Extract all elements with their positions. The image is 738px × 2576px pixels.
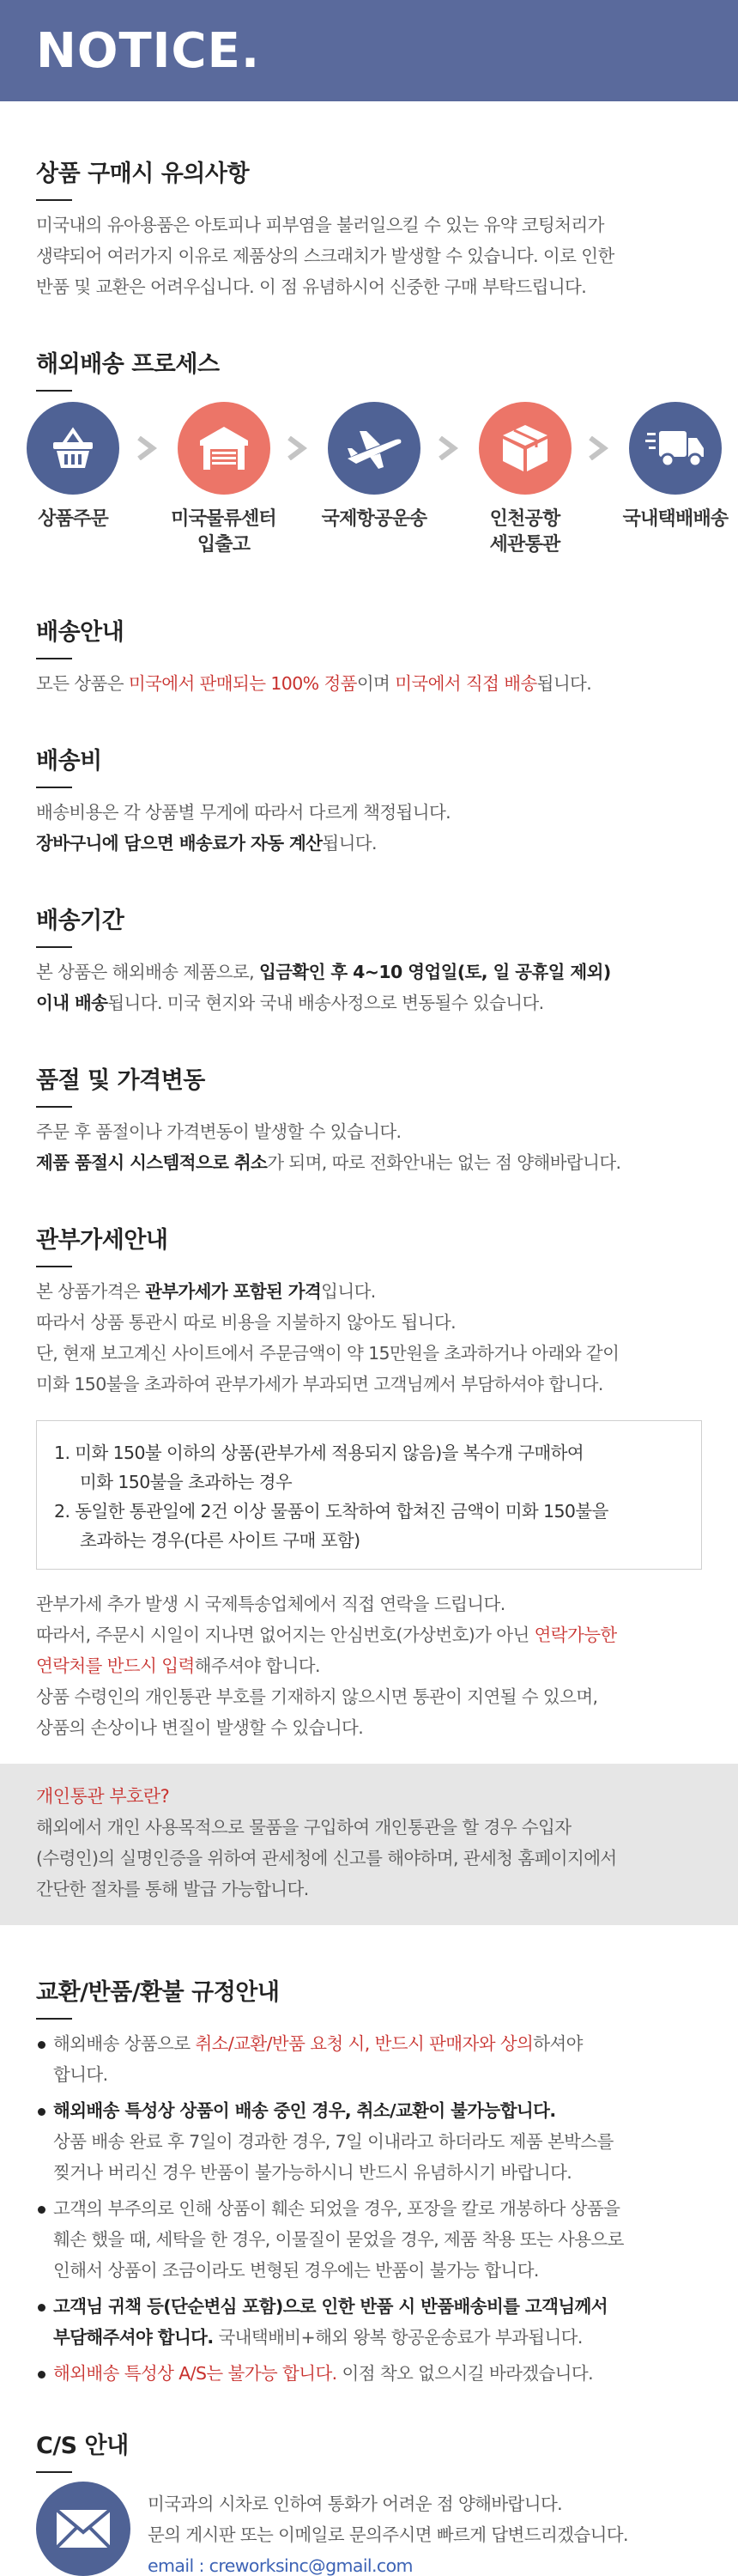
process-step-label: 인천공항 세관통관 — [489, 508, 560, 556]
list-item: 1. 미화 150불 이하의 상품(관부가세 적용되지 않음)을 복수개 구매하여 미화 150불을 초과하는 경우 — [54, 1443, 584, 1492]
title-rule — [36, 1266, 72, 1267]
tax-section — [0, 1178, 738, 1743]
soldout-line: 주문 후 품절이나 가격변동이 발생할 수 있습니다. — [36, 1121, 402, 1142]
refund-list — [36, 2028, 702, 2389]
refund-section — [0, 1925, 738, 2389]
tax-line: 단, 현재 보고계신 사이트에서 주문금액이 약 15만원을 초과하거나 아래와 같이 — [36, 1343, 620, 1364]
list-item: 해외배송 특성상 A/S는 불가능 합니다. 이점 착오 없으시길 바라겠습니다. — [36, 2358, 702, 2389]
tax-title: 관부가세안내 — [36, 1227, 168, 1254]
tax-line: 따라서 상품 통관시 따로 비용을 지불하지 않아도 됩니다. — [36, 1312, 456, 1333]
cs-info — [148, 2482, 628, 2576]
shipping-cost-title: 배송비 — [36, 748, 102, 775]
refund-title: 교환/반품/환불 규정안내 — [36, 1979, 280, 2006]
chevron-right-icon — [437, 402, 463, 558]
tax-after-line: 상품 수령인의 개인통관 부호를 기재하지 않으시면 통관이 지연될 수 있으며, — [36, 1686, 598, 1707]
soldout-title: 품절 및 가격변동 — [36, 1067, 205, 1094]
warehouse-icon — [178, 402, 270, 495]
process-step — [321, 402, 427, 558]
shipping-cost-line: 배송비용은 각 상품별 무게에 따라서 다르게 책정됩니다. — [36, 802, 451, 823]
shipping-cost-section — [0, 699, 738, 859]
tax-after-line: 상품의 손상이나 변질이 발생할 수 있습니다. — [36, 1717, 364, 1738]
process-step — [26, 402, 120, 558]
process-step-label: 국제항공운송 — [321, 508, 427, 530]
chevron-right-icon — [136, 402, 161, 558]
caution-line: 미국내의 유아용품은 아토피나 피부염을 불러일으킬 수 있는 유약 코팅처리가 — [36, 215, 604, 235]
process-step-label: 상품주문 — [38, 508, 108, 530]
header-title: NOTICE. — [36, 22, 261, 79]
delivery-title: 배송안내 — [36, 619, 124, 646]
caution-line: 반품 및 교환은 어려우십니다. 이 점 유념하시어 신중한 구매 부탁드립니다. — [36, 276, 587, 297]
list-item: 고객의 부주의로 인해 상품이 훼손 되었을 경우, 포장을 칼로 개봉하다 상품을 훼손 했을 때, 세탁을 한 경우, 이물질이 묻었을 경우, 제품 착용 또는 사용으로 인해서 상품이 조금이라도 변형된 경우에는 반품이 불가능 합니다. — [36, 2193, 702, 2286]
process-steps — [0, 400, 738, 558]
list-item: 고객님 귀책 등(단순변심 포함)으로 인한 반품 시 반품배송비를 고객님께서 부담해주셔야 합니다. 국내택배비+해외 왕복 항공운송료가 부과됩니다. — [36, 2291, 702, 2353]
tax-after-line: 관부가세 추가 발생 시 국제특송업체에서 직접 연락을 드립니다. — [36, 1594, 505, 1614]
period-line: 본 상품은 해외배송 제품으로, 입금확인 후 4~10 영업일(토, 일 공휴일 제외) — [36, 962, 611, 982]
customs-code-title: 개인통관 부호란? — [36, 1786, 170, 1807]
title-rule — [36, 1106, 72, 1108]
process-title: 해외배송 프로세스 — [36, 351, 220, 378]
list-item: 해외배송 특성상 상품이 배송 중인 경우, 취소/교환이 불가능합니다. 상품 배송 완료 후 7일이 경과한 경우, 7일 이내라고 하더라도 제품 본박스를 찢거나 버리신 경우 반품이 불가능하시니 반드시 유념하시기 바랍니다. — [36, 2095, 702, 2188]
title-rule — [36, 946, 72, 948]
title-rule — [36, 199, 72, 201]
process-step-label: 미국물류센터 입출고 — [171, 508, 276, 556]
header-banner — [0, 0, 738, 101]
customs-code-box — [0, 1764, 738, 1925]
title-rule — [36, 390, 72, 392]
airplane-icon — [328, 402, 420, 495]
customs-code-line: 간단한 절차를 통해 발급 가능합니다. — [36, 1879, 309, 1899]
tax-line: 본 상품가격은 관부가세가 포함된 가격입니다. — [36, 1281, 376, 1302]
process-step — [622, 402, 729, 558]
customs-code-line: 해외에서 개인 사용목적으로 물품을 구입하여 개인통관을 할 경우 수입자 — [36, 1817, 572, 1838]
caution-line: 생략되어 여러가지 이유로 제품상의 스크래치가 발생할 수 있습니다. 이로 인한 — [36, 246, 614, 266]
envelope-icon — [36, 2482, 130, 2576]
delivery-section — [0, 558, 738, 699]
soldout-line: 제품 품절시 시스템적으로 취소가 되며, 따로 전화안내는 없는 점 양해바랍니다. — [36, 1152, 621, 1173]
basket-icon — [27, 402, 119, 495]
soldout-section — [0, 1018, 738, 1178]
package-icon — [479, 402, 572, 495]
cs-line: 문의 게시판 또는 이메일로 문의주시면 빠르게 답변드리겠습니다. — [148, 2524, 628, 2545]
cs-title: C/S 안내 — [36, 2433, 129, 2459]
tax-conditions-list — [54, 1438, 687, 1555]
title-rule — [36, 2471, 72, 2473]
cs-email[interactable]: email : creworksinc@gmail.com — [148, 2555, 413, 2576]
period-line: 이내 배송됩니다. 미국 현지와 국내 배송사정으로 변동될수 있습니다. — [36, 993, 544, 1013]
list-item: 해외배송 상품으로 취소/교환/반품 요청 시, 반드시 판매자와 상의하셔야 합니다. — [36, 2028, 702, 2090]
title-rule — [36, 2018, 72, 2020]
caution-section — [0, 101, 738, 302]
customs-code-line: (수령인)의 실명인증을 위하여 관세청에 신고를 해야하며, 관세청 홈페이지에서 — [36, 1848, 617, 1868]
period-title: 배송기간 — [36, 908, 124, 934]
process-step — [171, 402, 276, 558]
tax-after-line: 연락처를 반드시 입력해주셔야 합니다. — [36, 1656, 320, 1676]
process-step-label: 국내택배배송 — [622, 508, 729, 530]
title-rule — [36, 658, 72, 659]
cs-block — [36, 2482, 702, 2576]
shipping-cost-line: 장바구니에 담으면 배송료가 자동 계산됩니다. — [36, 833, 377, 854]
process-step — [478, 402, 572, 558]
cs-section — [0, 2394, 738, 2576]
truck-icon — [629, 402, 722, 495]
delivery-text: 모든 상품은 미국에서 판매되는 100% 정품이며 미국에서 직접 배송됩니다. — [36, 673, 592, 694]
tax-after-line: 따라서, 주문시 시일이 지나면 없어지는 안심번호(가상번호)가 아닌 연락가능한 — [36, 1625, 617, 1645]
period-section — [0, 859, 738, 1018]
cs-line: 미국과의 시차로 인하여 통화가 어려운 점 양해바랍니다. — [148, 2494, 563, 2514]
tax-line: 미화 150불을 초과하여 관부가세가 부과되면 고객님께서 부담하셔야 합니다. — [36, 1374, 603, 1394]
chevron-right-icon — [587, 402, 613, 558]
process-section — [0, 302, 738, 392]
list-item: 2. 동일한 통관일에 2건 이상 물품이 도착하여 합쳐진 금액이 미화 150불을 초과하는 경우(다른 사이트 구매 포함) — [54, 1501, 608, 1551]
title-rule — [36, 787, 72, 788]
caution-title: 상품 구매시 유의사항 — [36, 161, 250, 187]
tax-conditions-box — [36, 1420, 702, 1570]
chevron-right-icon — [286, 402, 312, 558]
